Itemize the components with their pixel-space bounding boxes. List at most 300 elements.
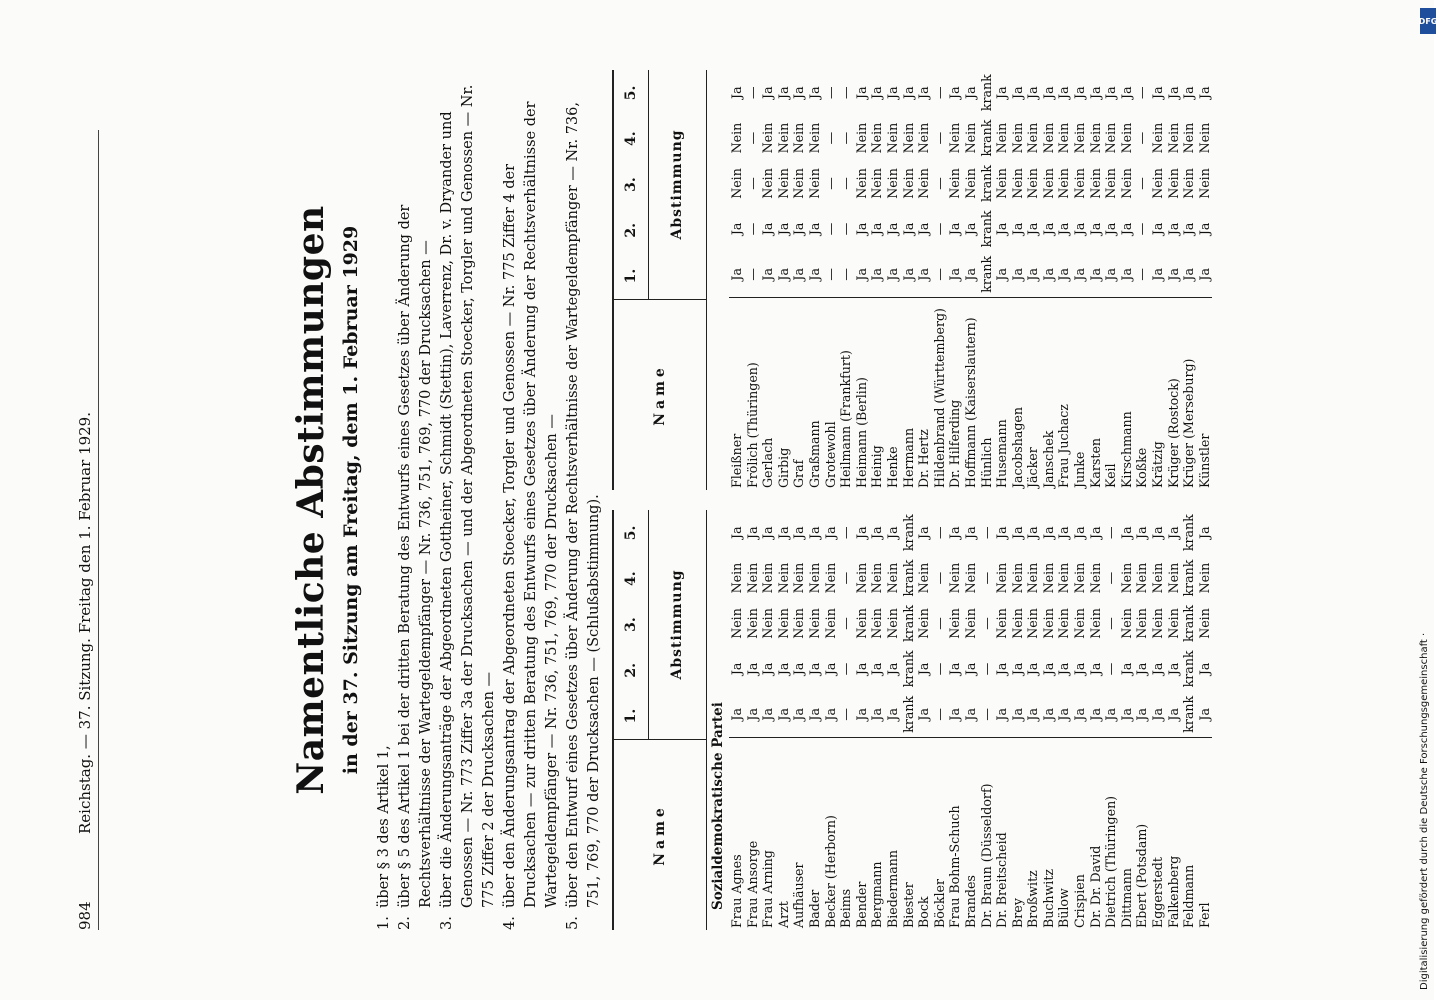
vote-cell: Ja <box>884 526 900 539</box>
vote-cell: — <box>822 177 838 190</box>
vote-numbers <box>614 70 649 299</box>
vote-cell: — <box>978 617 994 630</box>
vote-cell: Ja <box>1103 222 1119 236</box>
vote-cell: Nein <box>760 122 776 154</box>
vote-cell: Ja <box>729 222 744 236</box>
vote-cell: Ja <box>806 86 822 99</box>
vote-cell: Ja <box>1072 526 1088 539</box>
member-name: Beims <box>838 737 854 930</box>
vote-cell: Ja <box>962 222 978 236</box>
vote-cell: Ja <box>994 86 1010 99</box>
member-name: Arzt <box>776 737 792 930</box>
vote-cell: Ja <box>729 662 744 676</box>
vote-cell: Nein <box>729 562 744 594</box>
member-name: Brey <box>1010 737 1026 930</box>
vote-cell: Ja <box>1103 86 1119 99</box>
table-row <box>1041 510 1057 930</box>
vote-cell: Ja <box>916 526 932 539</box>
vote-items-list <box>374 70 605 930</box>
vote-cell: Nein <box>884 562 900 594</box>
party-heading: Sozialdemokratische Partei <box>710 702 726 910</box>
vote-cell: — <box>744 177 760 190</box>
table-row <box>1134 510 1150 930</box>
vote-cell: Nein <box>1056 562 1072 594</box>
vote-item-text: über den Entwurf eines Gesetzes über Änderung der Rechtsverhältnisse der Wartegeldempfänger — Nr. 736, 751, 769, 770 der Drucksachen — (Schlußabstimmung). <box>565 102 602 908</box>
table-row <box>807 510 823 930</box>
vote-cell: Ja <box>775 268 791 281</box>
table-row <box>1072 70 1088 490</box>
vote-cell: Ja <box>947 86 963 99</box>
vote-cell: Nein <box>994 122 1010 154</box>
vote-cell: Ja <box>1134 526 1150 539</box>
vote-cell: Nein <box>1150 562 1166 594</box>
vote-cell: Ja <box>1009 222 1025 236</box>
vote-cell: Nein <box>775 122 791 154</box>
vote-cell: Nein <box>1009 122 1025 154</box>
vote-cell: — <box>838 708 854 721</box>
vote-cell: — <box>1134 86 1150 99</box>
vote-cell: Nein <box>775 562 791 594</box>
table-row <box>1181 510 1197 930</box>
vote-cell: — <box>931 268 947 281</box>
vote-cell: Ja <box>1150 268 1166 281</box>
vote-cell: krank <box>1181 695 1197 733</box>
table-row <box>807 70 823 490</box>
table-row <box>916 510 932 930</box>
vote-cell: Nein <box>760 562 776 594</box>
table-row <box>729 70 745 490</box>
vote-numbers <box>614 510 649 739</box>
member-name: Junke <box>1072 297 1088 490</box>
vote-cell: Ja <box>1087 708 1103 721</box>
vote-cell: Ja <box>1025 222 1041 236</box>
vote-cell: Ja <box>1181 222 1197 236</box>
vote-cell: Nein <box>791 562 807 594</box>
vote-cell: Ja <box>869 86 885 99</box>
member-name: Koßke <box>1134 297 1150 490</box>
vote-cell: — <box>838 526 854 539</box>
vote-cell: Nein <box>729 168 744 199</box>
vote-cell: Nein <box>744 608 760 639</box>
table-row <box>869 510 885 930</box>
member-name: Heinig <box>869 297 885 490</box>
vote-cell: Ja <box>806 222 822 236</box>
vote-cell: Ja <box>1181 86 1197 99</box>
table-row <box>760 510 776 930</box>
vote-cell: Ja <box>1056 526 1072 539</box>
vote-cell: Ja <box>1150 86 1166 99</box>
member-name: Eggerstedt <box>1150 737 1166 930</box>
table-row <box>745 510 761 930</box>
spacer <box>707 70 729 490</box>
member-name: Ebert (Potsdam) <box>1134 737 1150 930</box>
vote-cell: Nein <box>729 608 744 639</box>
vote-cell: Ja <box>775 708 791 721</box>
vote-cell: Ja <box>1165 268 1181 281</box>
vote-cell: — <box>931 131 947 145</box>
vote-cell: Ja <box>869 708 885 721</box>
vote-cell: Nein <box>822 608 838 639</box>
table-row <box>1119 510 1135 930</box>
vote-cell: Ja <box>900 222 916 236</box>
vote-cell: Nein <box>962 168 978 199</box>
vote-cell: Nein <box>1181 122 1197 154</box>
table-header <box>612 510 707 930</box>
table-row <box>776 70 792 490</box>
vote-cell: Ja <box>884 86 900 99</box>
table-row <box>885 70 901 490</box>
page-number: 984 <box>76 901 94 930</box>
vote-item-text: über den Änderungsantrag der Abgeordneten Stoecker, Torgler und Genossen — Nr. 775 Ziffer 4 der Drucksachen — zur dritten Beratung des Entwurfs eines Gesetzes über Änderung der Rechtsverhältnisse der Wartegeldempfänger — Nr. 736, 751, 769, 770 der Drucksachen — <box>502 101 560 908</box>
vote-cell: Ja <box>1118 662 1134 676</box>
vote-item <box>437 70 500 930</box>
vote-cell: Ja <box>806 268 822 281</box>
vote-cell: Nein <box>791 168 807 199</box>
table-row <box>901 70 917 490</box>
vote-cell: Ja <box>947 268 963 281</box>
vote-cell: Ja <box>947 222 963 236</box>
table-row <box>823 510 839 930</box>
vote-cell: Ja <box>760 222 776 236</box>
member-name: Graf <box>791 297 807 490</box>
vote-cell: krank <box>1181 514 1197 552</box>
vote-cell: Nein <box>1025 168 1041 199</box>
member-name: Hoffmann (Kaiserslautern) <box>963 297 979 490</box>
table-row <box>1181 70 1197 490</box>
vote-cell: Ja <box>947 708 963 721</box>
table-row <box>963 510 979 930</box>
vote-cell: Ja <box>822 708 838 721</box>
table-row <box>901 510 917 930</box>
vote-cell: Ja <box>1118 708 1134 721</box>
vote-cell: Nein <box>1072 608 1088 639</box>
table-row <box>776 510 792 930</box>
vote-cell: Ja <box>853 268 869 281</box>
vote-cell: — <box>1103 617 1119 630</box>
vote-cell: Ja <box>1009 526 1025 539</box>
vote-cell: Nein <box>729 122 744 154</box>
member-name: Gerlach <box>760 297 776 490</box>
table-row <box>1197 70 1213 490</box>
vote-cell: Nein <box>1150 608 1166 639</box>
dfg-logo: DFG <box>1420 8 1436 34</box>
member-name: Graßmann <box>807 297 823 490</box>
vote-cell: Ja <box>1040 268 1056 281</box>
vote-cell: Nein <box>853 608 869 639</box>
name-column-header: Name <box>614 739 706 930</box>
table-row <box>1103 510 1119 930</box>
vote-cell: Ja <box>884 268 900 281</box>
member-name: Janschek <box>1041 297 1057 490</box>
vote-cell: Ja <box>1196 222 1212 236</box>
vote-number: 2. <box>623 663 639 678</box>
vote-cell: Nein <box>822 562 838 594</box>
table-row <box>1166 70 1182 490</box>
vote-cell: Ja <box>853 708 869 721</box>
member-name: Heilmann (Frankfurt) <box>838 297 854 490</box>
vote-cell: — <box>838 86 854 99</box>
vote-cell: krank <box>1181 605 1197 642</box>
vote-cell: — <box>838 177 854 190</box>
vote-cell: Ja <box>994 526 1010 539</box>
vote-cell: krank <box>900 650 916 688</box>
vote-cell: Ja <box>1072 662 1088 676</box>
vote-cell: Nein <box>1134 608 1150 639</box>
vote-cell: Ja <box>791 526 807 539</box>
vote-cell: — <box>1103 662 1119 676</box>
vote-cell: Ja <box>1134 708 1150 721</box>
table-row <box>979 510 995 930</box>
vote-number: 1. <box>623 268 639 284</box>
member-name: Jäcker <box>1025 297 1041 490</box>
vote-cell: Ja <box>994 662 1010 676</box>
vote-cell: Ja <box>1040 86 1056 99</box>
member-name: Bender <box>854 737 870 930</box>
vote-cell: Ja <box>806 708 822 721</box>
vote-cell: — <box>838 131 854 145</box>
vote-cell: — <box>931 617 947 630</box>
vote-cell: Ja <box>853 526 869 539</box>
votes-header <box>614 510 706 739</box>
table-row <box>1025 70 1041 490</box>
vote-cell: Ja <box>1040 708 1056 721</box>
table-row <box>1103 70 1119 490</box>
vote-cell: Ja <box>760 662 776 676</box>
vote-cell: Nein <box>1072 562 1088 594</box>
vote-cell: — <box>838 268 854 281</box>
table-row <box>932 70 948 490</box>
vote-cell: krank <box>900 514 916 552</box>
vote-cell: — <box>931 222 947 236</box>
vote-cell: — <box>1103 526 1119 539</box>
vote-cell: Ja <box>1040 662 1056 676</box>
vote-cell: Ja <box>1087 86 1103 99</box>
vote-cell: Ja <box>900 268 916 281</box>
vote-cell: Nein <box>1165 168 1181 199</box>
vote-cell: — <box>822 131 838 145</box>
vote-cell: Ja <box>744 662 760 676</box>
vote-cell: Ja <box>916 268 932 281</box>
vote-cell: Nein <box>775 608 791 639</box>
vote-cell: Nein <box>1025 562 1041 594</box>
member-name: Dr. Dr. David <box>1088 737 1104 930</box>
vote-cell: Nein <box>994 168 1010 199</box>
vote-cell: Nein <box>1009 168 1025 199</box>
table-row <box>760 70 776 490</box>
vote-cell: krank <box>900 605 916 642</box>
vote-cell: Ja <box>775 222 791 236</box>
vote-cell: Ja <box>884 662 900 676</box>
table-row <box>1088 510 1104 930</box>
member-name: Frau Arning <box>760 737 776 930</box>
vote-item <box>500 70 563 930</box>
table-row <box>1119 70 1135 490</box>
vote-cell: Ja <box>1196 708 1212 721</box>
vote-cell: Nein <box>1196 562 1212 594</box>
vote-cell: Ja <box>806 662 822 676</box>
member-name: Keil <box>1103 297 1119 490</box>
table-row <box>838 70 854 490</box>
vote-cell: Ja <box>916 86 932 99</box>
vote-cell: Nein <box>1165 608 1181 639</box>
vote-cell: Ja <box>884 708 900 721</box>
vote-cell: Ja <box>760 268 776 281</box>
vote-cell: Ja <box>1087 222 1103 236</box>
table-row <box>947 510 963 930</box>
vote-cell: Ja <box>994 268 1010 281</box>
vote-cell: — <box>838 617 854 630</box>
vote-item <box>395 70 437 930</box>
vote-item-number: 3. <box>439 916 455 930</box>
vote-cell: — <box>978 571 994 585</box>
member-name: Hildenbrand (Württemberg) <box>932 297 948 490</box>
member-name: Karsten <box>1088 297 1104 490</box>
vote-cell: Nein <box>1087 122 1103 154</box>
vote-cell: Nein <box>994 562 1010 594</box>
table-row <box>1150 70 1166 490</box>
vote-cell: Nein <box>744 562 760 594</box>
vote-cell: Nein <box>884 122 900 154</box>
member-name: Husemann <box>994 297 1010 490</box>
vote-cell: Ja <box>1118 268 1134 281</box>
vote-number: 5. <box>623 525 639 541</box>
table-row <box>932 510 948 930</box>
vote-cell: — <box>838 571 854 585</box>
vote-cell: Ja <box>947 526 963 539</box>
vote-cell: Nein <box>869 122 885 154</box>
table-row <box>1166 510 1182 930</box>
table-row <box>1025 510 1041 930</box>
table-row <box>791 70 807 490</box>
vote-cell: Ja <box>729 526 744 539</box>
table-row <box>1088 70 1104 490</box>
vote-cell: krank <box>978 119 994 157</box>
member-name: Ferl <box>1197 737 1213 930</box>
vote-cell: Nein <box>1025 122 1041 154</box>
member-name: Jacobshagen <box>1010 297 1026 490</box>
table-body <box>729 510 1212 930</box>
member-name: Dietrich (Thüringen) <box>1103 737 1119 930</box>
vote-item-text: über die Änderungsanträge der Abgeordneten Gottheiner, Schmidt (Stettin), Laverrenz, Dr. v. Dryander und Genossen — Nr. 773 Ziffer 3a der Drucksachen — und der Abgeordneten Stoecker, Torgler und Genossen — Nr. 775 Ziffer 2 der Drucksachen — <box>439 84 497 908</box>
vote-cell: Nein <box>947 562 963 594</box>
digitization-credit: Digitalisierung gefördert durch die Deutsche Forschungsgemeinschaft · <box>1419 632 1430 990</box>
vote-cell: Ja <box>1196 86 1212 99</box>
vote-cell: Nein <box>791 608 807 639</box>
vote-cell: Ja <box>1165 526 1181 539</box>
table-row <box>1010 70 1026 490</box>
vote-cell: Nein <box>1196 608 1212 639</box>
vote-number: 3. <box>623 617 639 632</box>
vote-cell: Ja <box>916 662 932 676</box>
member-name: Frau Ansorge <box>745 737 761 930</box>
vote-item-number: 1. <box>376 916 392 930</box>
table-row <box>885 510 901 930</box>
vote-cell: krank <box>978 74 994 112</box>
vote-number: 2. <box>623 223 639 238</box>
vote-cell: Ja <box>1087 268 1103 281</box>
vote-cell: Ja <box>1103 708 1119 721</box>
member-name: Dr. Hertz <box>916 297 932 490</box>
vote-cell: Ja <box>1118 86 1134 99</box>
vote-cell: Ja <box>916 708 932 721</box>
table-row <box>1041 70 1057 490</box>
vote-cell: Ja <box>869 268 885 281</box>
vote-cell: Ja <box>1118 222 1134 236</box>
vote-cell: Nein <box>1134 562 1150 594</box>
vote-cell: — <box>1134 131 1150 145</box>
vote-cell: Nein <box>869 562 885 594</box>
vote-cell: Ja <box>806 526 822 539</box>
table-row <box>869 70 885 490</box>
vote-cell: Ja <box>791 662 807 676</box>
vote-cell: Nein <box>760 608 776 639</box>
table-row <box>729 510 745 930</box>
vote-cell: Ja <box>1025 86 1041 99</box>
table-row <box>838 510 854 930</box>
vote-cell: Ja <box>1118 526 1134 539</box>
vote-item-number: 5. <box>565 916 581 930</box>
vote-cell: Ja <box>1181 268 1197 281</box>
vote-number: 4. <box>623 571 639 587</box>
table-row <box>947 70 963 490</box>
member-name: Krüger (Rostock) <box>1166 297 1182 490</box>
member-name: Krätzig <box>1150 297 1166 490</box>
header-rule <box>98 130 99 930</box>
table-row <box>745 70 761 490</box>
vote-cell: Ja <box>962 268 978 281</box>
vote-cell: Nein <box>853 562 869 594</box>
vote-cell: Nein <box>806 608 822 639</box>
vote-cell: — <box>931 177 947 190</box>
vote-cell: Ja <box>1056 86 1072 99</box>
vote-cell: krank <box>978 165 994 202</box>
vote-cell: — <box>931 708 947 721</box>
member-name: Grotewohl <box>823 297 839 490</box>
vote-cell: Nein <box>1118 562 1134 594</box>
running-header <box>76 50 98 930</box>
vote-cell: Ja <box>869 222 885 236</box>
vote-cell: Ja <box>1025 268 1041 281</box>
vote-cell: Ja <box>729 268 744 281</box>
vote-cell: Nein <box>1118 608 1134 639</box>
vote-cell: Ja <box>760 86 776 99</box>
vote-cell: Ja <box>1025 662 1041 676</box>
vote-cell: krank <box>978 255 994 293</box>
vote-cell: Nein <box>806 168 822 199</box>
vote-cell: Nein <box>1040 562 1056 594</box>
vote-cell: Ja <box>1196 526 1212 539</box>
vote-cell: Ja <box>1056 268 1072 281</box>
vote-cell: Nein <box>1056 608 1072 639</box>
member-name: Bülow <box>1056 737 1072 930</box>
vote-cell: Nein <box>962 608 978 639</box>
member-name: Heimann (Berlin) <box>854 297 870 490</box>
vote-cell: Ja <box>962 708 978 721</box>
member-name: Bock <box>916 737 932 930</box>
vote-cell: Nein <box>900 168 916 199</box>
vote-item-number: 2. <box>397 916 413 930</box>
vote-cell: Ja <box>1040 222 1056 236</box>
table-row <box>1056 510 1072 930</box>
vote-cell: krank <box>900 559 916 597</box>
member-name: Brandes <box>963 737 979 930</box>
table-row <box>854 510 870 930</box>
member-name: Falkenberg <box>1166 737 1182 930</box>
table-body <box>729 70 1212 490</box>
vote-cell: Nein <box>947 608 963 639</box>
vote-cell: Nein <box>947 122 963 154</box>
vote-cell: Nein <box>916 122 932 154</box>
